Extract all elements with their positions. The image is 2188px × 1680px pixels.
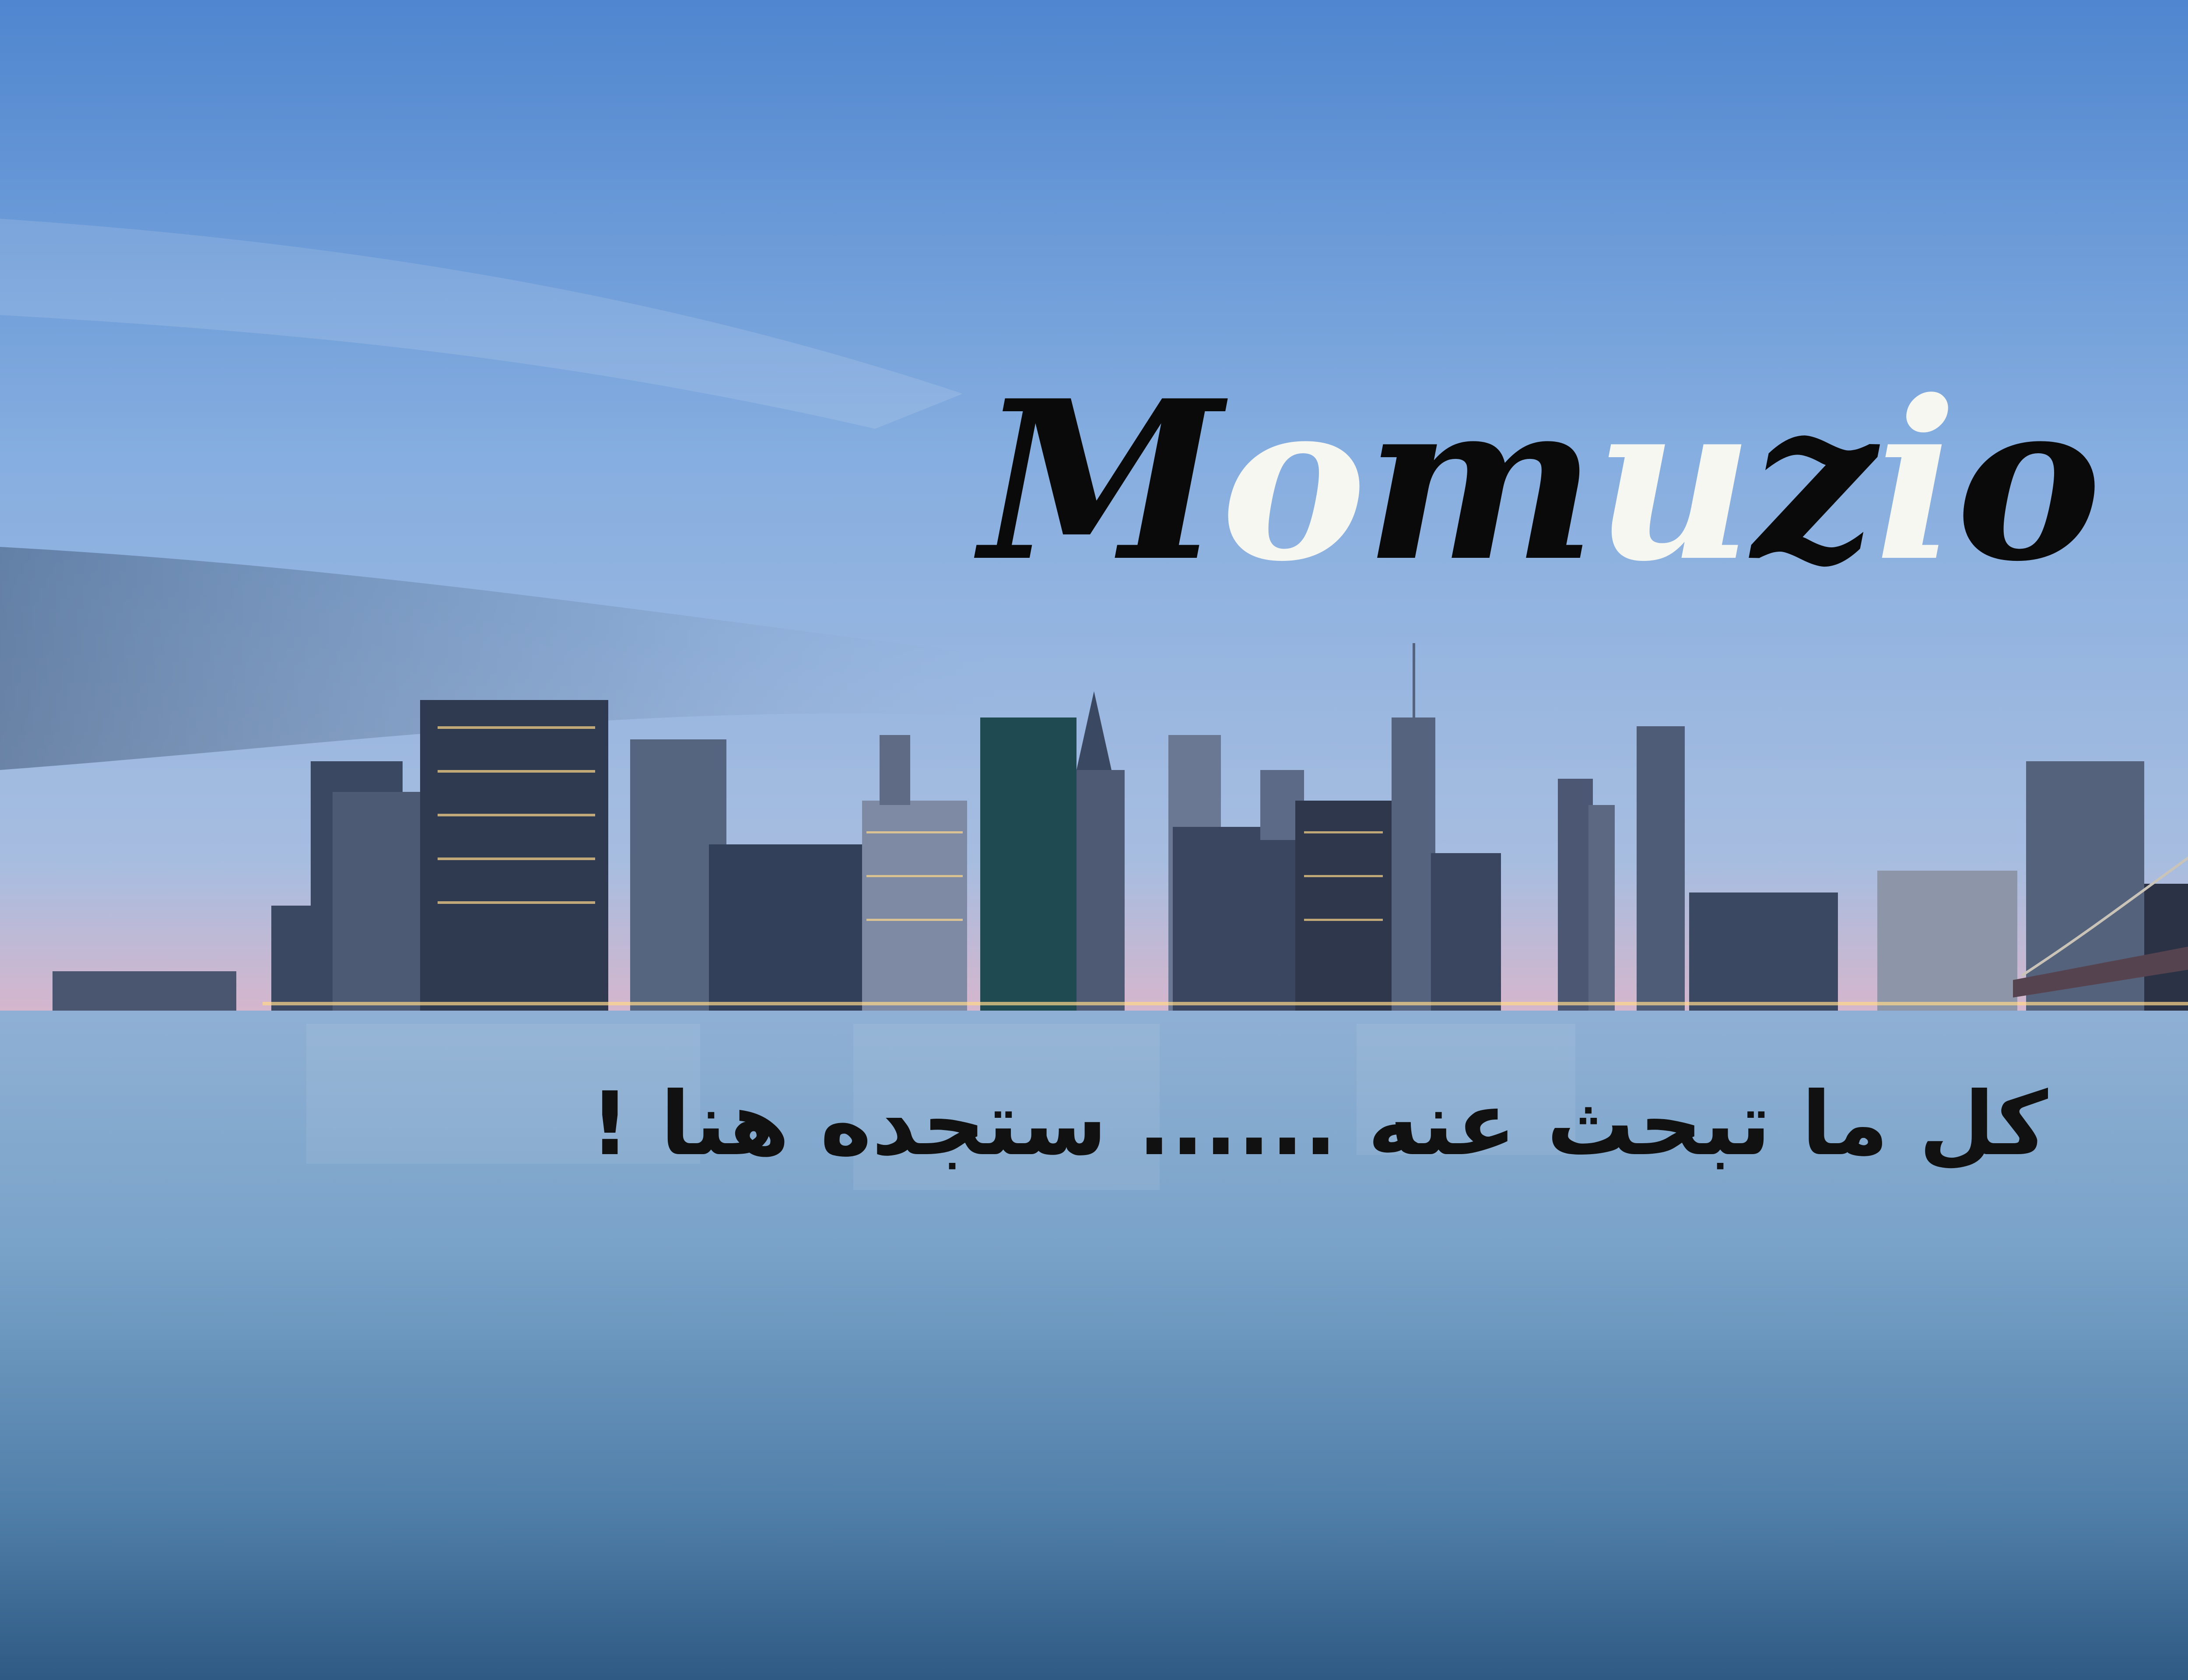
- logo-letter: i: [1874, 353, 1956, 609]
- logo-letter: m: [1364, 353, 1595, 609]
- arabic-tagline: كل ما تبحث عنه ...... ستجده هنا !: [590, 1073, 2048, 1175]
- logo-letter: u: [1595, 353, 1752, 609]
- logo-letter: z: [1752, 353, 1875, 609]
- logo-letter: o: [1956, 353, 2100, 609]
- logo-letter: o: [1220, 353, 1365, 609]
- momuzio-logo: [980, 353, 2162, 609]
- logo-letter: M: [980, 353, 1221, 609]
